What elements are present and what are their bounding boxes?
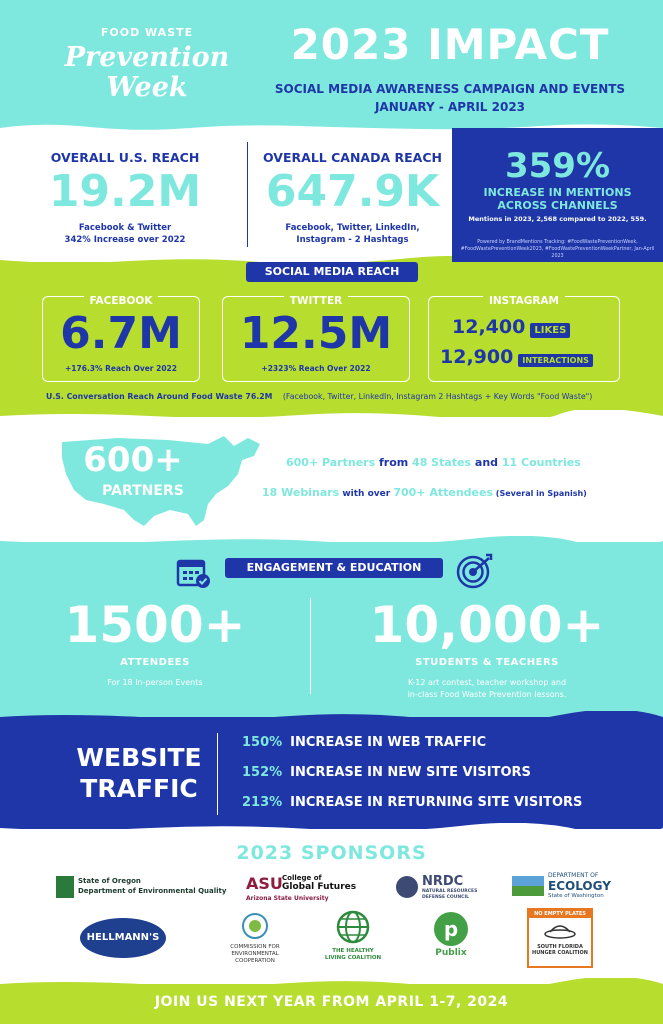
instagram-interactions-row [440, 346, 593, 368]
sfl-line2: HUNGER COALITION [532, 950, 588, 956]
webinars-count: 18 Webinars [262, 486, 340, 499]
ecology-icon [512, 876, 544, 896]
page-title: 2023 IMPACT [290, 20, 610, 69]
oregon-deq-logo [56, 872, 227, 902]
target-icon [455, 553, 495, 589]
mentions-footnote2: #FoodWastePreventionWeek2023, #FoodWastePreventionWeekPartner, Jan-April 2023 [460, 247, 655, 259]
mentions-label1: INCREASE IN MENTIONS [483, 186, 632, 199]
facebook-value: 6.7M [60, 308, 182, 359]
instagram-likes-row [452, 316, 570, 338]
students-label: STUDENTS & TEACHERS [415, 657, 559, 668]
web-row-text: INCREASE IN NEW SITE VISITORS [290, 765, 531, 780]
webinars-attendees: 700+ Attendees [393, 486, 493, 499]
webinars-line [262, 486, 587, 499]
divider [310, 598, 311, 694]
instagram-interactions-value: 12,900 [440, 346, 514, 368]
web-row-text: INCREASE IN WEB TRAFFIC [290, 735, 487, 750]
webinars-text: with over [339, 489, 394, 499]
partners-count: 600+ Partners [286, 456, 376, 469]
partners-text: and [471, 456, 502, 469]
cec-logo [220, 912, 290, 974]
ecology-line3: State of Washington [548, 893, 604, 899]
partners-line [286, 456, 581, 469]
asu-line3: Arizona State University [246, 895, 329, 902]
website-title-line2: TRAFFIC [80, 774, 198, 803]
mentions-detail: Mentions in 2023, 2,568 compared to 2022, 559. [468, 215, 647, 223]
nrdc-name: NRDC [422, 874, 464, 889]
conversation-reach: U.S. Conversation Reach Around Food Waste 76.2M [46, 392, 273, 401]
publix-icon: p [434, 912, 468, 946]
nrdc-logo [396, 874, 486, 904]
cec-line3: COOPERATION [235, 958, 275, 964]
us-reach-sub2: 342% Increase over 2022 [64, 235, 186, 245]
instagram-card [428, 296, 620, 382]
wave-divider [0, 978, 663, 990]
logo-prevention: Prevention [64, 42, 230, 73]
asu-line1: College of [282, 874, 322, 882]
sfl-top: NO EMPTY PLATES [529, 910, 591, 918]
facebook-title-wrap [42, 289, 200, 308]
webinars-note: (Several in Spanish) [493, 489, 587, 498]
partners-states: 48 States [412, 456, 472, 469]
website-title [64, 742, 214, 804]
conversation-reach-row [46, 392, 646, 401]
healthy-line2: LIVING COALITION [324, 955, 382, 961]
asu-line2: Global Futures [282, 882, 357, 892]
web-row-pct: 152% [242, 765, 283, 780]
mentions-value: 359% [504, 146, 611, 186]
divider [217, 733, 218, 815]
mentions-footnote1: Powered by BrandMentions Tracking: #FoodWastePreventionWeek, [477, 240, 638, 245]
ecology-logo [512, 870, 612, 902]
healthy-line1: THE HEALTHY [332, 948, 374, 954]
attendees-sub: For 18 In-person Events [107, 678, 203, 687]
facebook-title: FACEBOOK [84, 295, 159, 307]
page-subtitle: SOCIAL MEDIA AWARENESS CAMPAIGN AND EVENTS [274, 82, 626, 96]
social-media-heading: SOCIAL MEDIA REACH [246, 262, 418, 282]
us-reach-value: 19.2M [48, 166, 202, 217]
canada-reach-sub1: Facebook, Twitter, LinkedIn, [285, 223, 420, 233]
web-row [242, 765, 531, 780]
wave-divider [0, 823, 663, 835]
mentions-label2: ACROSS CHANNELS [497, 199, 618, 212]
instagram-title: INSTAGRAM [483, 295, 565, 307]
cec-icon [241, 912, 269, 940]
canada-reach-sub2: Instagram - 2 Hashtags [296, 235, 409, 245]
us-reach-sub1: Facebook & Twitter [78, 223, 172, 233]
students-value: 10,000+ [369, 596, 605, 654]
us-reach-label: OVERALL U.S. REACH [50, 150, 200, 165]
instagram-likes-value: 12,400 [452, 316, 526, 338]
partners-countries: 11 Countries [501, 456, 581, 469]
sponsors-title: 2023 SPONSORS [236, 842, 427, 864]
attendees-label: ATTENDEES [120, 657, 190, 668]
web-row-pct: 213% [242, 795, 283, 810]
footer-cta: JOIN US NEXT YEAR FROM APRIL 1-7, 2024 [154, 994, 509, 1010]
oregon-line2: Department of Environmental Quality [78, 887, 227, 895]
instagram-title-wrap [428, 289, 620, 308]
wave-divider [0, 711, 663, 723]
cec-line2: ENVIRONMENTAL [231, 951, 279, 957]
wave-divider [0, 410, 663, 422]
instagram-interactions-label: INTERACTIONS [518, 354, 593, 367]
wave-divider [0, 536, 663, 548]
asu-logo [246, 872, 366, 904]
instagram-likes-label: LIKES [530, 323, 570, 338]
web-row [242, 795, 582, 810]
ecology-line1: DEPARTMENT OF [548, 872, 599, 879]
plate-icon [542, 918, 578, 940]
web-row-pct: 150% [242, 735, 283, 750]
healthy-living-logo [318, 910, 388, 972]
asu-mark: ASU [246, 874, 283, 893]
date-range: JANUARY - APRIL 2023 [374, 100, 526, 114]
oregon-state-icon [56, 876, 74, 898]
publix-name: Publix [435, 948, 467, 958]
south-florida-hunger-logo [527, 908, 593, 968]
twitter-sub: +2323% Reach Over 2022 [261, 364, 371, 373]
canada-reach-value: 647.9K [265, 166, 440, 217]
sfl-line1: SOUTH FLORIDA [537, 944, 583, 950]
conversation-note: (Facebook, Twitter, LinkedIn, Instagram 2 Hashtags + Key Words "Food Waste") [282, 392, 593, 401]
twitter-value: 12.5M [239, 308, 393, 359]
partners-label: PARTNERS [102, 483, 184, 499]
web-row [242, 735, 486, 750]
globe-icon [336, 910, 370, 944]
partners-text: from [375, 456, 413, 469]
calendar-icon [176, 556, 212, 590]
twitter-title: TWITTER [284, 295, 348, 307]
cec-line1: COMMISSION FOR [230, 944, 280, 950]
nrdc-icon [396, 876, 418, 898]
web-row-text: INCREASE IN RETURNING SITE VISITORS [290, 795, 583, 810]
students-sub2: in-class Food Waste Prevention lessons. [407, 690, 567, 699]
nrdc-sub: NATURAL RESOURCES DEFENSE COUNCIL [422, 889, 478, 900]
partners-big: 600+ [83, 440, 183, 480]
logo-week: Week [106, 72, 188, 103]
website-title-line1: WEBSITE [76, 743, 202, 772]
twitter-title-wrap [222, 289, 410, 308]
logo-food-waste: FOOD WASTE [100, 26, 194, 39]
canada-reach-label: OVERALL CANADA REACH [263, 150, 442, 165]
students-sub1: K-12 art contest, teacher workshop and [407, 678, 567, 687]
divider [247, 142, 248, 247]
engagement-heading: ENGAGEMENT & EDUCATION [225, 558, 443, 578]
attendees-value: 1500+ [64, 596, 246, 654]
facebook-sub: +176.3% Reach Over 2022 [65, 364, 177, 373]
oregon-line1: State of Oregon [78, 877, 141, 885]
hellmanns-logo: HELLMANN'S [80, 918, 166, 958]
ecology-line2: ECOLOGY [548, 879, 611, 893]
publix-logo [426, 912, 476, 968]
